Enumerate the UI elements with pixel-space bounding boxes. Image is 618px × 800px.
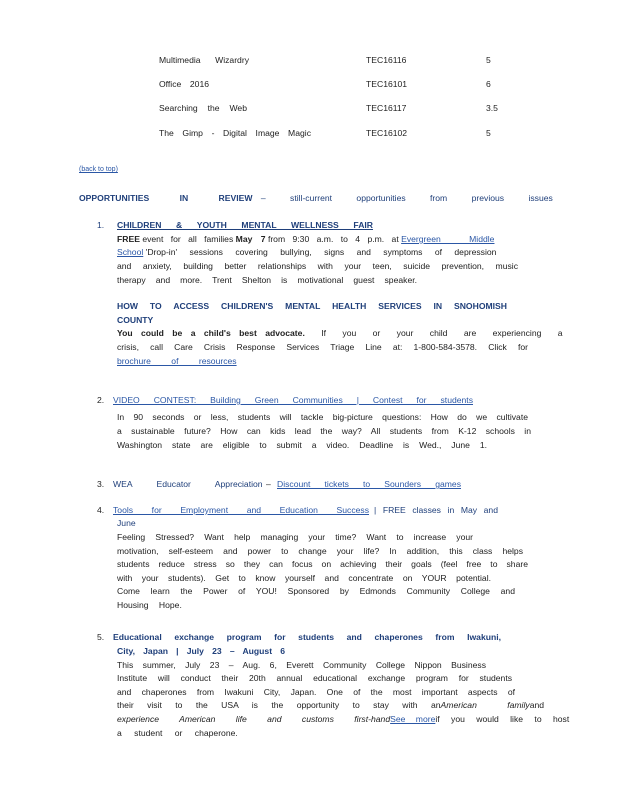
- item-text: a student or chaperone.: [117, 728, 238, 738]
- text-span-italic: experience American life and customs first-hand: [117, 714, 391, 724]
- section-heading: [79, 193, 553, 203]
- item-text: This summer, July 23 – Aug. 6, Everett Community College Nippon Business: [117, 660, 486, 670]
- course-code: TEC16117: [366, 103, 407, 113]
- item-text: [117, 328, 563, 338]
- school-link[interactable]: School: [117, 247, 144, 257]
- item-text: Washington state are eligible to submit a video. Deadline is Wed., June 1.: [117, 440, 487, 450]
- item-number: 5.: [97, 632, 105, 642]
- course-name: Office 2016: [159, 79, 209, 89]
- item-title: June: [117, 518, 136, 528]
- item-number: 2.: [97, 395, 105, 405]
- dash: –: [266, 479, 271, 489]
- item-text: Institute will conduct their 20th annual educational exchange program for students: [117, 673, 512, 683]
- item-text: Feeling Stressed? Want help managing your time? Want to increase your: [117, 532, 473, 542]
- discount-tickets-link[interactable]: Discount tickets to Sounders games: [277, 479, 461, 489]
- item-text: Housing Hope.: [117, 600, 182, 610]
- item-text: and chaperones from Iwakuni City, Japan. One of the most important aspects of: [117, 687, 515, 697]
- item-title: | FREE classes in May and: [374, 505, 498, 515]
- see-more-link[interactable]: See more: [390, 714, 436, 724]
- subheading: HOW TO ACCESS CHILDREN'S MENTAL HEALTH SERVICES IN SNOHOMISH: [117, 301, 507, 311]
- item-text: [117, 234, 511, 244]
- text-span: event for all families: [142, 234, 234, 244]
- section-heading-subtitle: – still-current opportunities from previous issues: [260, 193, 553, 203]
- section-heading-bold: OPPORTUNITIES IN REVIEW: [79, 193, 253, 203]
- text-span: if you would like to host: [435, 714, 570, 724]
- course-name: Multimedia Wizardry: [159, 55, 249, 65]
- item-title: City, Japan | July 23 – August 6: [117, 646, 285, 656]
- item-text: students reduce stress so they can focus on achieving their goals (feel free to share: [117, 559, 528, 569]
- course-code: TEC16101: [366, 79, 408, 89]
- text-span: 'Drop-in' sessions covering bullying, signs and symptoms of depression: [145, 247, 497, 257]
- course-name: Searching the Web: [159, 103, 247, 113]
- text-span: and: [529, 700, 545, 710]
- subheading: COUNTY: [117, 315, 154, 325]
- item-text: Come learn the Power of YOU! Sponsored by Edmonds Community College and: [117, 586, 515, 596]
- free-label: FREE: [117, 234, 140, 244]
- item-title: WEA Educator Appreciation: [113, 479, 263, 489]
- item-title: CHILDREN & YOUTH MENTAL WELLNESS FAIR: [117, 220, 373, 230]
- course-credits: 5: [486, 55, 491, 65]
- item-text: crisis, call Care Crisis Response Services Triage Line at: 1-800-584-3578. Click for: [117, 342, 528, 352]
- item-text: and anxiety, building better relationships with your teen, suicide prevention, music: [117, 261, 518, 271]
- item-text: therapy and more. Trent Shelton is motivational guest speaker.: [117, 275, 417, 285]
- text-span: from 9:30 a.m. to 4 p.m. at: [267, 234, 399, 244]
- item-text: [117, 700, 545, 710]
- course-code: TEC16102: [366, 128, 408, 138]
- text-span: If you or your child are experiencing a: [321, 328, 563, 338]
- item-text: [117, 247, 511, 257]
- brochure-link[interactable]: brochure of resources: [117, 356, 237, 366]
- back-to-top-link[interactable]: (back to top): [79, 166, 118, 173]
- text-span: their visit to the USA is the opportunity to stay with an: [117, 700, 441, 710]
- video-contest-link[interactable]: VIDEO CONTEST: Building Green Communities | Contest for students: [113, 395, 473, 405]
- course-credits: 6: [486, 79, 491, 89]
- item-text: with your students). Get to know yourself and concentrate on YOUR potential.: [117, 573, 491, 583]
- course-name: The Gimp - Digital Image Magic: [159, 128, 311, 138]
- item-number: 1.: [97, 220, 105, 230]
- date-label: May 7: [235, 234, 266, 244]
- item-text: motivation, self-esteem and power to change your life? In addition, this class helps: [117, 546, 523, 556]
- item-text: In 90 seconds or less, students will tackle big-picture questions: How do we cultivate: [117, 412, 528, 422]
- course-code: TEC16116: [366, 55, 407, 65]
- school-link[interactable]: Evergreen Middle: [401, 234, 495, 244]
- course-credits: 3.5: [486, 103, 498, 113]
- item-number: 3.: [97, 479, 105, 489]
- advocate-label: You could be a child's best advocate.: [117, 328, 305, 338]
- item-number: 4.: [97, 505, 105, 515]
- course-credits: 5: [486, 128, 491, 138]
- tools-employment-link[interactable]: Tools for Employment and Education Success: [113, 505, 369, 515]
- text-span-italic: American family: [440, 700, 530, 710]
- item-text: a sustainable future? How can kids lead the way? All students from K-12 schools in: [117, 426, 531, 436]
- item-text: [117, 714, 570, 724]
- item-title: Educational exchange program for students and chaperones from Iwakuni,: [113, 632, 501, 642]
